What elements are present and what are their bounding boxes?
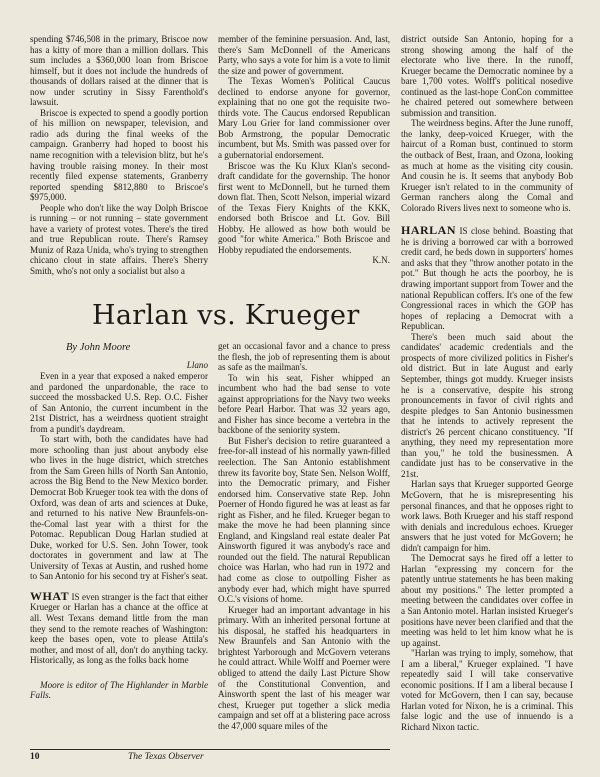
article-paragraph: Krueger had an important advantage in his primary. With an inherited personal fortune at his disposal, he staffed his headquarters in New Braunfels and San Antonio with the brightest Yarborough and McGovern veterans he could attract. While Wolff and Poerner were obliged to attend the daily Last Picture Show of the Constitutional Convention, and Ainsworth spent the last of his meager war chest, Krueger put together a slick media campaign and set off at a blistering pace across the 47,000 square miles of the (218, 604, 390, 731)
author-initials: K.N. (372, 255, 390, 266)
article-paragraph: But Fisher's decision to retire guaranteed a free-for-all instead of his normally yawn-filled reelection. The San Antonio establishment threw its favorite boy, State Sen. Nelson Wolff, into the Democratic primary, and Fisher endorsed him. Conservative state Rep. John Poerner of Hondo figured he was at least as far right as Fisher, and he filed. Krueger began to make the move he had been planning since England, and Kingsland real estate dealer Pat Ainsworth figured it was anybody's race and rounded out the field. The natural Republican choice was Harlan, who had run in 1972 and had come as close to outpolling Fisher as anybody ever had, which might have spurred O.C.'s visions of home. (218, 435, 390, 605)
article-column-2 (218, 341, 390, 731)
article-paragraph: district outside San Antonio, hoping for a strong showing among the half of the electorate who live there. In the runoff, Krueger became the Democratic nominee by a bare 1,700 votes. Wolff's political nosedive continued as the last-hope ConCon committee he chaired petered out somewhere between submission and transition. (401, 34, 573, 118)
continued-column-1 (30, 34, 208, 277)
drop-cap-word: HARLAN (401, 223, 457, 238)
article-byline: By John Moore (66, 342, 131, 353)
publication-name: The Texas Observer (128, 752, 204, 762)
article-paragraph: WHAT IS even stranger is the fact that either Krueger or Harlan has a chance at the office at all. West Texans demand little from the man they send to the remote reaches of Washington: keep the bases open, vote to please Attila's mother, and most of all, don't do anything tacky. Historically, as long as the folks back home (30, 588, 208, 666)
article-dateline: Llano (186, 360, 208, 370)
article-paragraph: get an occasional favor and a chance to press the flesh, the job of representing them is about as safe as the mailman's. (218, 341, 390, 373)
continued-paragraph: Briscoe was the Ku Klux Klan's second-draft candidate for the governship. The honor first went to McDonnell, but he turned them down flat. Then, Scott Nelson, imperial wizard of the Texas Fiery Knights of the KKK, endorsed both Briscoe and Lt. Gov. Bill Hobby. He allowed as how both would be good "for white America." Both Briscoe and Hobby repudiated the endorsements. (218, 160, 390, 255)
article-paragraph: Harlan says that Krueger supported George McGovern, that he is misrepresenting his personal finances, and that he opposes right to work laws. Both Krueger and his staff respond with denials and incredulous echoes. Krueger answers that he just voted for McGovern; he didn't campaign for him. (401, 479, 573, 553)
article-paragraph: To start with, both the candidates have had more schooling than just about anybody else who lives in the huge district, which stretches from the Sam Green hills of North San Antonio, across the Big Bend to the New Mexico border. Democrat Bob Krueger took tea with the dons of Oxford, was dean of arts and sciences at Duke, and returned to his native New Braunfels-on-the-Comal last year with a thirst for the Potomac. Republican Doug Harlan studied at Duke, worked for U.S. Sen. John Tower, took doctorates in government and law at The University of Texas at Austin, and rushed home to San Antonio for his second try at Fisher's seat. (30, 434, 208, 582)
drop-cap-word: WHAT (30, 588, 70, 603)
article-headline: Harlan vs. Krueger (92, 300, 360, 331)
continued-paragraph: People who don't like the way Dolph Briscoe is running – or not running – state government have a variety of protest votes. There's the tired and true Republican route. There's Ramsey Muniz of Raza Unida, who's trying to strengthen chicano clout in state affairs. There's Sherry Smith, who's not only a socialist but also a (30, 202, 208, 277)
article-paragraph: Even in a year that exposed a naked emperor and pardoned the unpardonable, the race to succeed the mossbacked U.S. Rep. O.C. Fisher of San Antonio, the current incumbent in the 21st District, has a weirdness quotient straight from a pundit's daydream. (30, 371, 208, 434)
continued-column-2 (218, 34, 390, 266)
page-number: 10 (30, 752, 40, 762)
continued-paragraph: member of the feminine persuasion. And, last, there's Sam McDonnell of the Americans Party, who says a vote for him is a vote to limit the size and power of government. (218, 34, 390, 76)
continued-paragraph: The Texas Women's Political Caucus declined to endorse anyone for governor, explaining that no one got the requisite two-thirds vote. The Caucus endorsed Republican Mary Lou Grier for land commissioner over Bob Armstrong, the popular Democratic incumbent, but Ms. Smith was passed over for a gubernatorial endorsement. (218, 76, 390, 161)
article-paragraph: "Harlan was trying to imply, somehow, that I am a liberal," Krueger explained. "I have repeatedly said I will take conservative economic positions. If I am a liberal because I voted for McGovern, then I can say, because Harlan voted for Nixon, he is a criminal. This false logic and the use of innuendo is a Richard Nixon tactic. (401, 648, 573, 732)
continued-paragraph: Briscoe is expected to spend a goodly portion of his million on newspaper, television, and radio ads during the final weeks of the campaign. Granberry had hoped to boost his name recognition with a television blitz, but he's having trouble raising money. In their most recently filed expense statements, Granberry reported spending $812,880 to Briscoe's $975,000. (30, 107, 208, 203)
article-column-3 (401, 34, 573, 733)
article-paragraph: The Democrat says he fired off a letter to Harlan "expressing my concern for the patently untrue statements he has been making about my positions." The letter prompted a meeting between the candidates over coffee in a San Antonio motel. Harlan insisted Krueger's positions have never been clarified and that the meeting was held to let him know what he is up against. (401, 553, 573, 648)
article-paragraph: There's been much said about the candidates' academic credentials and the prospects of more civilized politics in Fisher's old district. But in late August and early September, things got muddy. Krueger insists he is a conservative, despite his strong pronouncements in favor of civil rights and despite pledges to San Antonio businessmen that he intends to actively represent the district's 26 percent chicano constituency. "If anything, they need my representation more than you," he told the businessmen. A candidate just has to be conservative in the 21st. (401, 331, 573, 479)
article-paragraph: The weirdness begins. After the June runoff, the lanky, deep-voiced Krueger, with the haircut of a Roman bust, continued to storm the outback of Best, Iraan, and Ozona, looking as much at home as the visiting city cousin. And cousin he is. It seems that anybody Bob Krueger isn't related to in the community of German ranchers along the Comal and Colorado Rivers lives next to someone who is. (401, 118, 573, 213)
footer-rule (30, 749, 390, 750)
article-column-1 (30, 371, 208, 701)
author-bio: Moore is editor of The Highlander in Marble Falls. (30, 679, 208, 701)
article-paragraph: To win his seat, Fisher whipped an incumbent who had the bad sense to vote against appropriations for the Navy two weeks before Pearl Harbor. That was 32 years ago, and Fisher has since become a vertebra in the backbone of the seniority system. (218, 372, 390, 436)
article-paragraph: HARLAN IS close behind. Boasting that he is driving a borrowed car with a borrowed credit card, he beds down in supporters' homes and asks that they "throw another potato in the pot." But though he acts the poorboy, he is drawing important support from Tower and the national Republican coffers. It's one of the few Congressional races in which the GOP has hopes of replacing a Democrat with a Republican. (401, 223, 574, 332)
continued-paragraph: spending $746,508 in the primary, Briscoe now has a kitty of more than a million dollars. This sum includes a $360,000 loan from Briscoe himself, but it does not include the hundreds of thousands of dollars raised at the dinner that is now under scrutiny in Sissy Farenthold's lawsuit. (30, 34, 208, 108)
